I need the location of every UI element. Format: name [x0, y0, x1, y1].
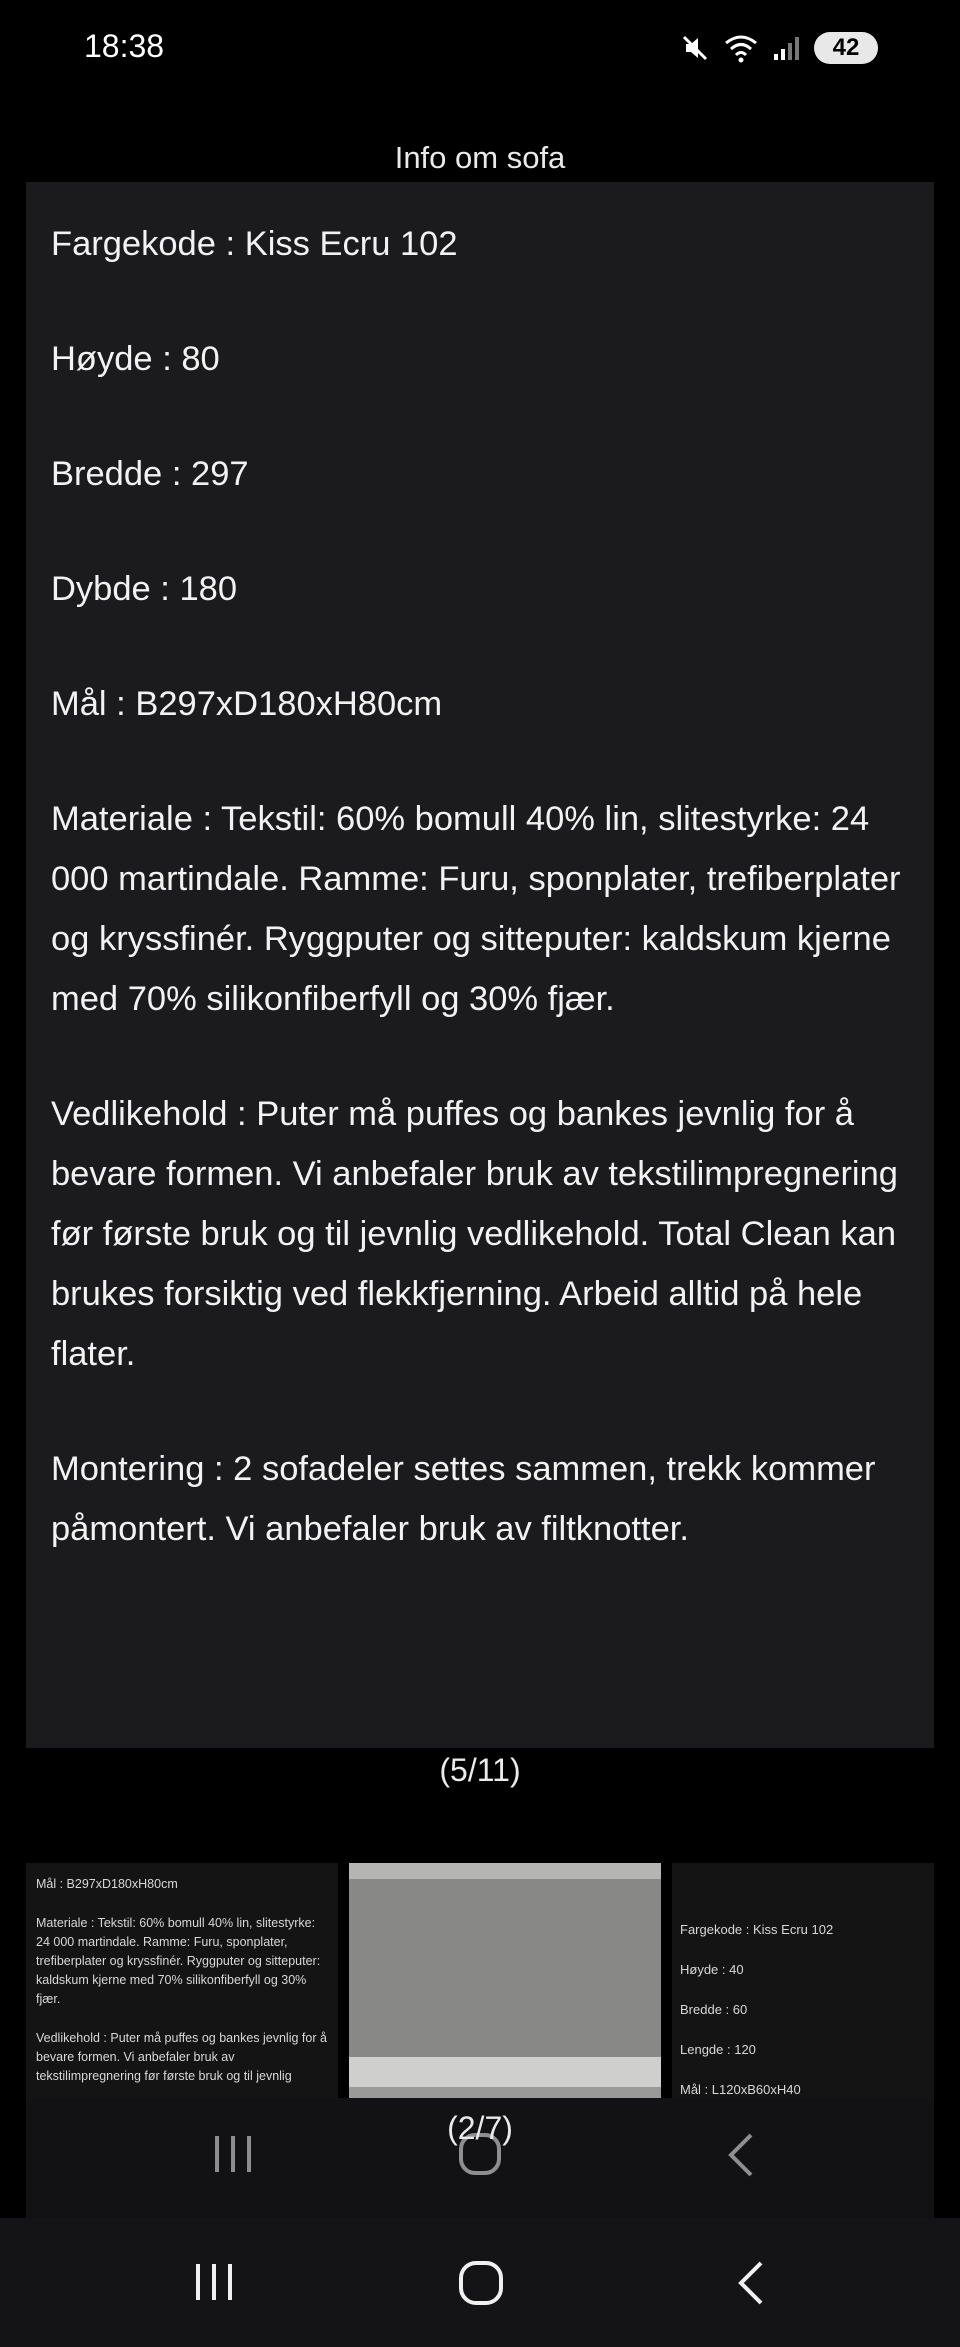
- thumbnail-info-text[interactable]: [26, 1863, 338, 2098]
- width-text: Bredde : 297: [51, 455, 249, 493]
- material-text: Materiale : Tekstil: 60% bomull 40% lin, slitestyrke: 24 000 martindale. Ramme: Furu, sponplater, trefiberplater og kryssfinér. Ryggputer og sitteputer: kaldskum kjerne med 70% silikonfiberfyll og 30% fjær.: [51, 800, 901, 1018]
- sofa-image-body: [349, 1879, 661, 2057]
- thumb-text-line: Mål : B297xD180xH80cm: [36, 1877, 178, 1891]
- depth-text: Dybde : 180: [51, 570, 238, 608]
- thumbnail-sofa-image[interactable]: [349, 1863, 661, 2098]
- sofa-image-top: [349, 1863, 661, 1879]
- color-code-text: Fargekode : Kiss Ecru 102: [51, 225, 458, 263]
- home-button[interactable]: [458, 2260, 504, 2306]
- thumbnail-info-text-2[interactable]: [672, 1863, 934, 2098]
- thumb-text-line: Materiale : Tekstil: 60% bomull 40% lin, slitestyrke: 24 000 martindale. Ramme: Furu, sponplater, trefiberplater og kryssfinér. Ryggputer og sitteputer: kaldskum kjerne med 70% silikonfiberfyll og 30% fjær.: [36, 1916, 321, 2006]
- thumb-text-line: Vedlikehold : Puter må puffes og bankes jevnlig for å bevare formen. Vi anbefaler bruk av tekstilimpregnering før første bruk og til jevnlig: [36, 2031, 327, 2083]
- battery-icon: [814, 32, 878, 64]
- thumb-text-line: Bredde : 60: [680, 2002, 748, 2017]
- system-navigation-bar: [0, 2218, 960, 2347]
- thumb-text-line: Høyde : 40: [680, 1962, 744, 1977]
- thumb-text-line: Fargekode : Kiss Ecru 102: [680, 1922, 834, 1937]
- thumbnail-counter: (2/7): [447, 2110, 513, 2146]
- wifi-icon: [724, 33, 758, 63]
- thumb-text-line: Mål : L120xB60xH40: [680, 2082, 801, 2097]
- image-counter: (5/11): [439, 1752, 521, 1788]
- sofa-image-base: [349, 2087, 661, 2098]
- status-time: 18:38: [84, 28, 165, 64]
- thumbnail-strip[interactable]: [26, 1863, 934, 2098]
- maintenance-text: Vedlikehold : Puter må puffes og bankes jevnlig for å bevare formen. Vi anbefaler bruk av tekstilimpregnering før første bruk og til jevnlig vedlikehold. Total Clean kan brukes forsiktig ved flekkfjerning. Arbeid alltid på hele flater.: [51, 1095, 898, 1373]
- status-icons: [680, 28, 878, 68]
- dimensions-text: Mål : B297xD180xH80cm: [51, 685, 443, 723]
- page-title: Info om sofa: [394, 140, 566, 175]
- signal-icon: [772, 34, 800, 62]
- battery-level: 42: [832, 34, 860, 61]
- back-button[interactable]: [736, 2260, 766, 2306]
- status-bar: [0, 0, 960, 96]
- height-text: Høyde : 80: [51, 340, 220, 378]
- recent-apps-button[interactable]: [194, 2262, 234, 2302]
- sofa-image-cushion: [349, 2057, 661, 2087]
- thumb-text-line: Lengde : 120: [680, 2042, 756, 2057]
- assembly-text: Montering : 2 sofadeler settes sammen, trekk kommer påmontert. Vi anbefaler bruk av filtknotter.: [51, 1450, 876, 1548]
- info-panel[interactable]: [26, 182, 934, 1748]
- mute-icon: [680, 33, 710, 63]
